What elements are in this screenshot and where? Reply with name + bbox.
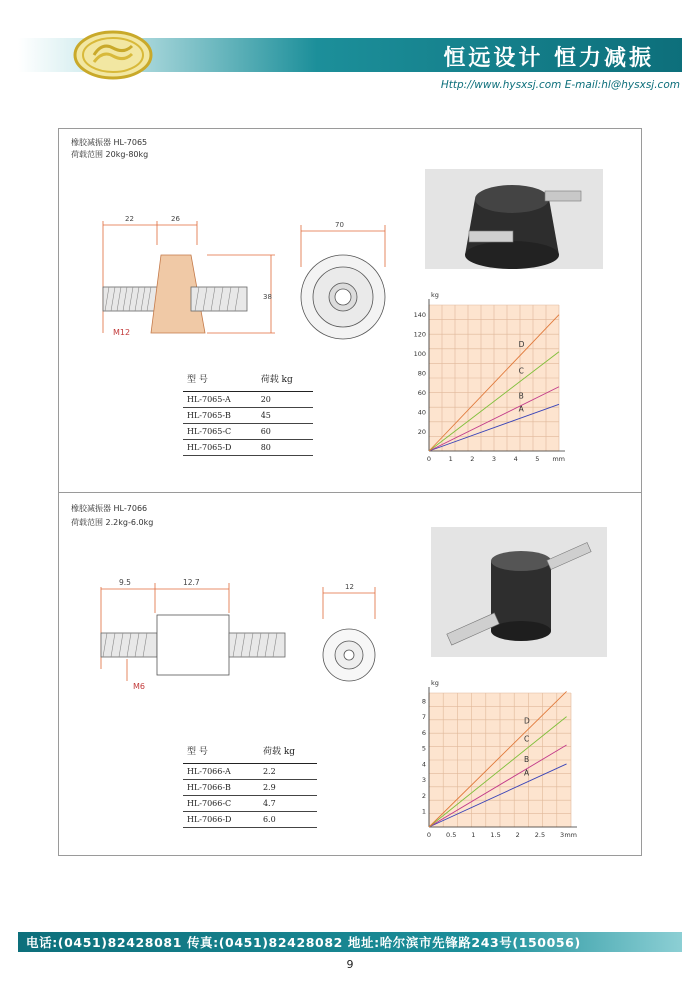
cell-load: 20 <box>257 392 313 408</box>
load-range: 荷载范围 2.2kg-6.0kg <box>71 518 154 527</box>
table-row <box>183 408 313 424</box>
cell-model: HL-7066-B <box>183 780 259 796</box>
series-label-D: D <box>524 716 530 726</box>
x-tick-label: 1 <box>448 455 453 463</box>
header-slogan: 恒远设计 恒力减振 <box>443 46 654 71</box>
x-tick-label: 2 <box>515 831 520 839</box>
y-tick-label: 100 <box>413 350 426 359</box>
dim-label: 22 <box>125 215 134 223</box>
dim-label: 38 <box>263 293 272 301</box>
x-tick-label: 0.5 <box>446 831 457 839</box>
product-photo <box>425 169 603 269</box>
table-row <box>183 764 317 780</box>
series-label-B: B <box>524 754 530 764</box>
y-tick-label: 7 <box>421 713 426 722</box>
y-tick-label: 8 <box>421 697 426 706</box>
cell-load: 2.9 <box>259 780 317 796</box>
y-tick-label: 6 <box>421 728 426 737</box>
dim-label: 70 <box>335 221 344 229</box>
thread-label: M12 <box>113 328 131 337</box>
cell-load: 6.0 <box>259 812 317 828</box>
series-label-C: C <box>524 734 530 744</box>
cell-load: 80 <box>257 440 313 456</box>
y-tick-label: 40 <box>417 408 426 417</box>
load-deflection-chart <box>411 677 583 849</box>
front-view-drawing <box>315 579 385 699</box>
y-tick-label: 60 <box>417 389 426 398</box>
company-logo <box>72 28 154 82</box>
x-tick-label: 2.5 <box>534 831 546 839</box>
series-label-D: D <box>518 339 525 349</box>
cell-model: HL-7066-D <box>183 812 259 828</box>
table-row <box>183 812 317 828</box>
side-view-drawing <box>95 205 285 345</box>
x-tick-label: 1.5 <box>490 831 501 839</box>
dim-label: 12 <box>345 583 354 591</box>
cell-load: 60 <box>257 424 313 440</box>
footer-contact: 电话:(0451)82428081 传真:(0451)82428082 地址:哈尔滨市先锋路243号(150056) <box>26 935 581 950</box>
table-row <box>183 392 313 408</box>
y-tick-label: 1 <box>421 807 426 816</box>
x-tick-label: 0 <box>426 455 432 463</box>
cell-load: 4.7 <box>259 796 317 812</box>
spec-table <box>183 737 317 828</box>
col-load-header: 荷载 kg <box>259 737 317 764</box>
side-view-drawing <box>95 573 295 693</box>
y-tick-label: 140 <box>413 311 426 320</box>
x-axis-label: mm <box>564 831 577 839</box>
x-tick-label: 4 <box>513 455 518 463</box>
y-tick-label: 20 <box>417 428 426 437</box>
table-header-row <box>183 365 313 392</box>
front-view-drawing <box>295 217 395 347</box>
x-tick-label: 3 <box>491 455 497 463</box>
y-tick-label: 5 <box>421 744 426 753</box>
y-axis-label: kg <box>431 679 439 687</box>
series-label-B: B <box>518 391 524 401</box>
y-axis-label: kg <box>431 291 439 299</box>
cell-model: HL-7066-A <box>183 764 259 780</box>
cell-load: 2.2 <box>259 764 317 780</box>
x-axis-label: mm <box>552 455 565 463</box>
x-tick-label: 5 <box>535 455 540 463</box>
cell-model: HL-7065-C <box>183 424 257 440</box>
series-label-A: A <box>524 768 530 778</box>
col-load-header: 荷载 kg <box>257 365 313 392</box>
y-tick-label: 120 <box>413 330 426 339</box>
series-label-A: A <box>518 404 524 414</box>
product-name: 橡胶减振器 HL-7066 <box>71 504 148 513</box>
x-tick-label: 3 <box>560 831 565 839</box>
col-model-header: 型 号 <box>183 737 259 764</box>
page-number: 9 <box>346 958 354 971</box>
product-panel-hl7065 <box>58 128 642 494</box>
cell-model: HL-7066-C <box>183 796 259 812</box>
table-row <box>183 440 313 456</box>
table-header-row <box>183 737 317 764</box>
table-row <box>183 780 317 796</box>
spec-table <box>183 365 313 456</box>
thread-label: M6 <box>133 682 145 691</box>
col-model-header: 型 号 <box>183 365 257 392</box>
y-tick-label: 80 <box>417 369 426 378</box>
dim-label: 9.5 <box>119 578 131 587</box>
cell-load: 45 <box>257 408 313 424</box>
x-tick-label: 2 <box>470 455 475 463</box>
y-tick-label: 4 <box>421 760 426 769</box>
website-email-line[interactable]: Http://www.hysxsj.com E-mail:hl@hysxsj.com <box>440 79 680 91</box>
cell-model: HL-7065-D <box>183 440 257 456</box>
product-name: 橡胶减振器 HL-7065 <box>71 138 148 147</box>
dim-label: 12.7 <box>183 578 200 587</box>
x-tick-label: 0 <box>426 831 432 839</box>
cell-model: HL-7065-A <box>183 392 257 408</box>
load-range: 荷载范围 20kg-80kg <box>71 150 149 159</box>
load-deflection-chart <box>411 289 571 473</box>
cell-model: HL-7065-B <box>183 408 257 424</box>
series-label-C: C <box>518 366 524 376</box>
dim-label: 26 <box>171 215 180 223</box>
table-row <box>183 796 317 812</box>
x-tick-label: 1 <box>471 831 476 839</box>
product-photo <box>431 527 607 657</box>
table-row <box>183 424 313 440</box>
product-panel-hl7066 <box>58 492 642 856</box>
y-tick-label: 3 <box>421 776 426 785</box>
y-tick-label: 2 <box>421 791 426 800</box>
